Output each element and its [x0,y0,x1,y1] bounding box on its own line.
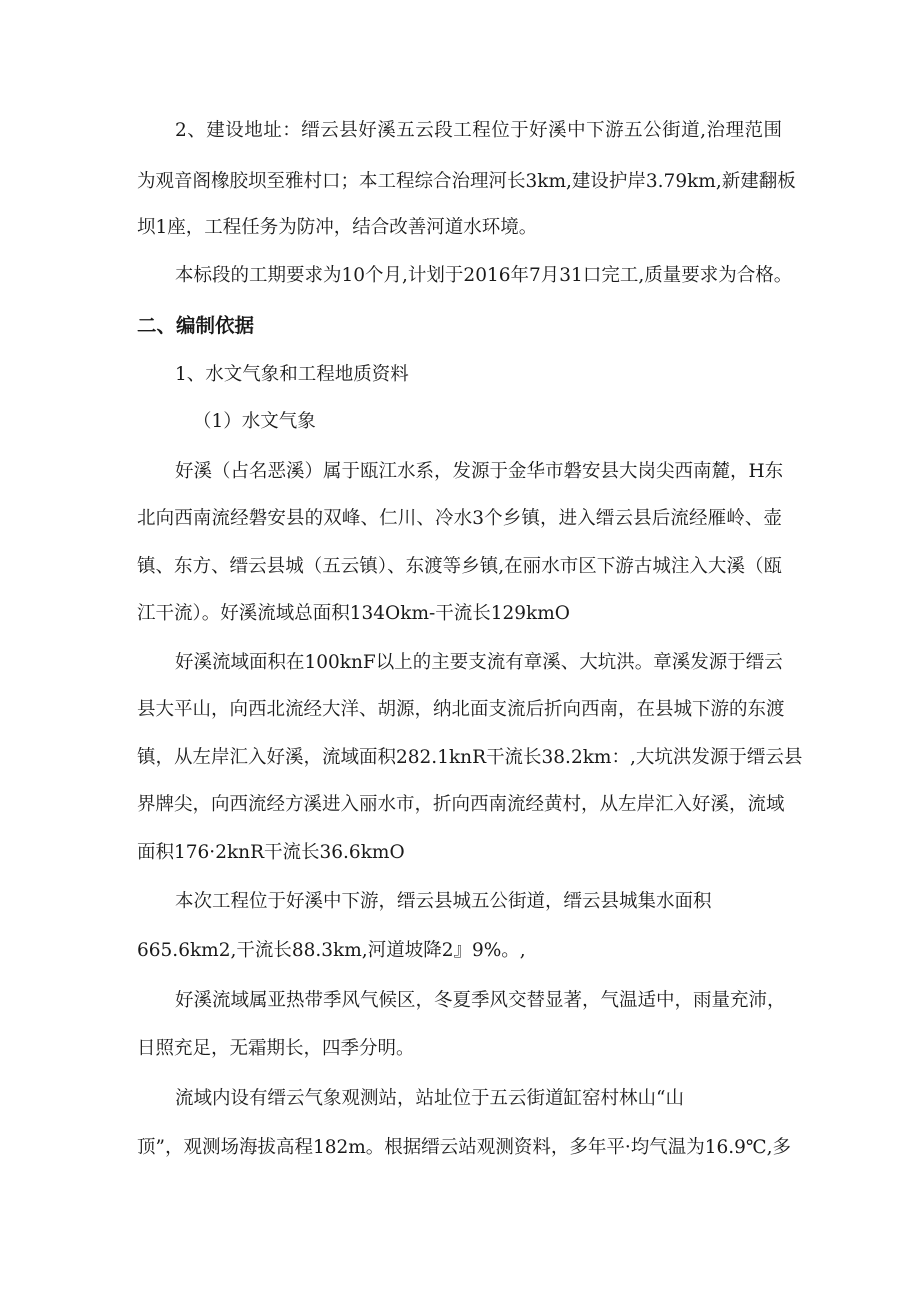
para-tributaries-line-2: 县大平山，向西北流经大洋、胡源，纳北面支流后折向西南，在县城下游的东渡 [137,699,785,720]
subheading-hydrology-geology: 1、水文气象和工程地质资料 [175,364,409,385]
para-haoxi-line-3: 镇、东方、缙云县城（五云镇）、东渡等乡镇,在丽水市区下游古城注入大溪（瓯 [137,556,782,577]
para-haoxi-line-2: 北向西南流经磐安县的双峰、仁川、冷水3个乡镇，进入缙云县后流经雁岭、壶 [137,508,782,529]
para-tributaries-line-4: 界牌尖，向西流经方溪进入丽水市，折向西南流经黄村，从左岸汇入好溪，流域 [137,794,785,815]
para-project-location-line-2: 665.6km2,干流长88.3km,河道坡降2』9%。, [137,940,526,961]
para-weather-station-line-2: 顶”，观测场海拔高程182m。根据缙云站观测资料，多年平·均气温为16.9℃,多 [137,1137,791,1158]
section-heading-basis: 二、编制依据 [137,314,255,337]
para-construction-site-line-3: 坝1座，工程任务为防冲，结合改善河道水环境。 [137,217,538,238]
para-tributaries-line-3: 镇，从左岸汇入好溪，流域面积282.1knR干流长38.2km：,大坑洪发源于缙云县 [137,747,803,768]
para-climate-line-1: 好溪流域属亚热带季风气候区，冬夏季风交替显著，气温适中，雨量充沛， [175,990,786,1011]
para-tributaries-line-1: 好溪流域面积在100knF以上的主要支流有章溪、大坑洪。章溪发源于缙云 [175,652,783,673]
subheading-hydrometeorology: （1）水文气象 [193,411,316,432]
para-project-location-line-1: 本次工程位于好溪中下游，缙云县城五公街道，缙云县城集水面积 [175,891,712,912]
para-weather-station-line-1: 流域内设有缙云气象观测站，站址位于五云街道缸窑村林山“山 [175,1088,684,1109]
para-haoxi-line-4: 江干流）。好溪流域总面积134Okm-干流长129kmO [137,603,570,624]
para-construction-site-line-2: 为观音阁橡胶坝至雅村口；本工程综合治理河长3km,建设护岸3.79km,新建翻板 [137,171,796,192]
para-climate-line-2: 日照充足，无霜期长，四季分明。 [137,1038,415,1059]
para-tributaries-line-5: 面积176·2knR干流长36.6kmO [137,842,405,863]
para-construction-site-line-1: 2、建设地址：缙云县好溪五云段工程位于好溪中下游五公街道,治理范围 [175,120,782,141]
para-schedule-line-1: 本标段的工期要求为10个月,计划于2016年7月31口完工,质量要求为合格。 [175,265,793,286]
para-haoxi-line-1: 好溪（占名恶溪）属于瓯江水系，发源于金华市磐安县大岗尖西南麓，H东 [175,461,784,482]
